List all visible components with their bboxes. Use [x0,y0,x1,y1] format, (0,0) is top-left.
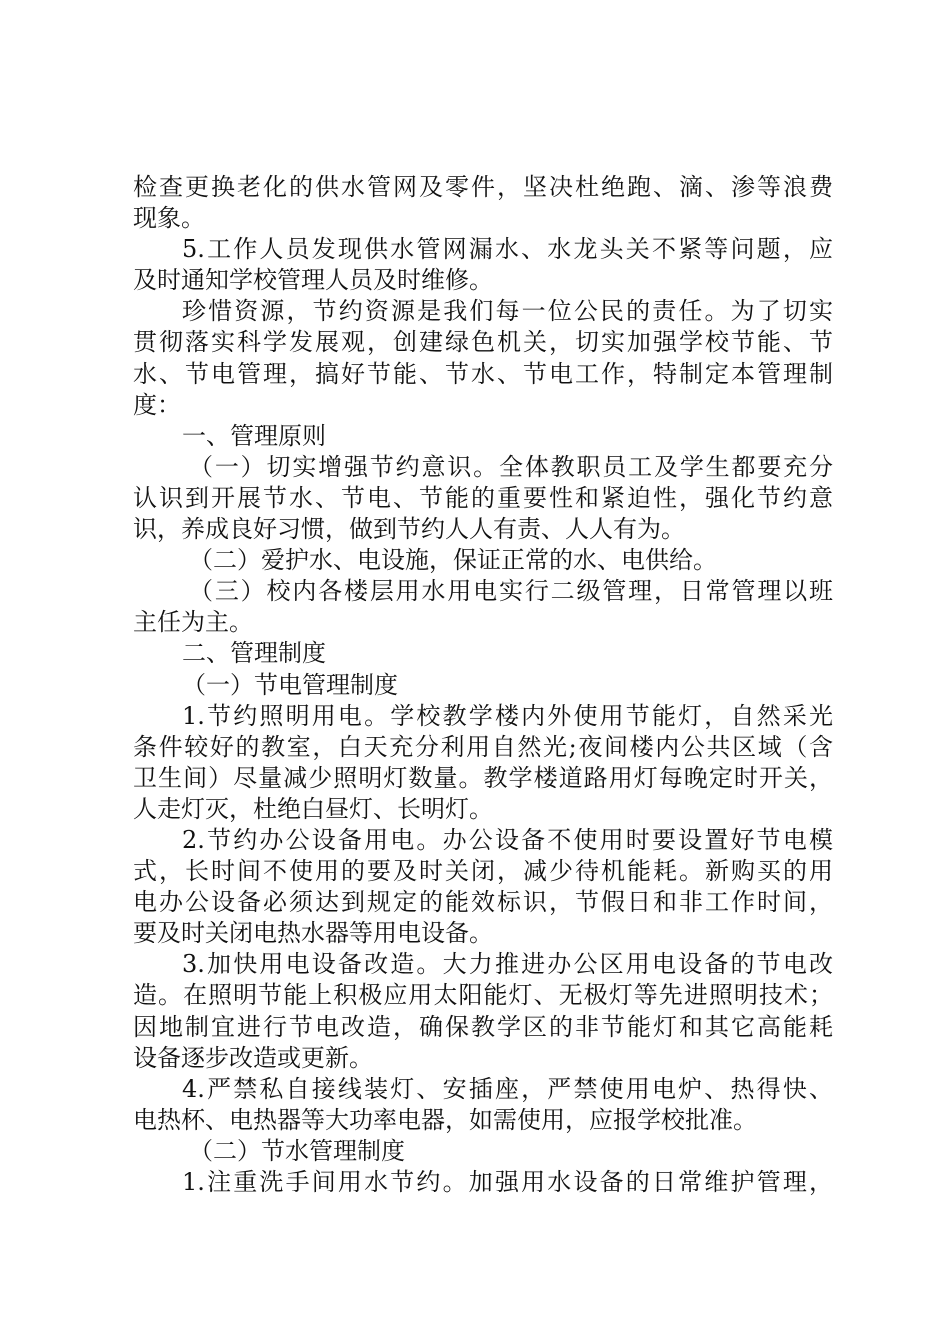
text-line: 珍惜资源，节约资源是我们每一位公民的责任。为了切实 [182,297,833,326]
text-line: 3.加快用电设备改造。大力推进办公区用电设备的节电改 [182,950,833,979]
text-line: 度： [133,390,181,419]
text-line: 主任为主。 [133,608,253,637]
text-line: 卫生间）尽量减少照明灯数量。教学楼道路用灯每晚定时开关， [133,763,833,792]
text-line: 电办公设备必须达到规定的能效标识，节假日和非工作时间， [133,888,833,917]
text-line: （一）切实增强节约意识。全体教职员工及学生都要充分 [189,452,833,481]
text-line: 1.注重洗手间用水节约。加强用水设备的日常维护管理， [182,1168,833,1196]
text-line: 5.工作人员发现供水管网漏水、水龙头关不紧等问题，应 [182,235,833,264]
text-line: 式，长时间不使用的要及时关闭，减少待机能耗。新购买的用 [133,857,833,886]
text-line: 检查更换老化的供水管网及零件，坚决杜绝跑、滴、渗等浪费 [133,173,833,201]
subsection-heading: （一）节电管理制度 [182,670,398,699]
text-line: 1.节约照明用电。学校教学楼内外使用节能灯，自然采光 [182,701,833,730]
text-line: 电热杯、电热器等大功率电器，如需使用，应报学校批准。 [133,1105,757,1134]
text-line: 设备逐步改造或更新。 [133,1043,373,1072]
text-line: 造。在照明节能上积极应用太阳能灯、无极灯等先进照明技术； [133,981,833,1010]
text-line: 现象。 [133,204,205,233]
subsection-heading: （二）节水管理制度 [189,1136,405,1165]
text-line: 2.节约办公设备用电。办公设备不使用时要设置好节电模 [182,825,833,854]
text-line: 条件较好的教室，白天充分利用自然光;夜间楼内公共区域（含 [133,732,833,761]
text-line: 贯彻落实科学发展观，创建绿色机关，切实加强学校节能、节 [133,328,833,357]
text-line: 水、节电管理，搞好节能、节水、节电工作，特制定本管理制 [133,359,833,388]
text-line: 因地制宜进行节电改造，确保教学区的非节能灯和其它高能耗 [133,1012,833,1041]
text-line: （二）爱护水、电设施，保证正常的水、电供给。 [189,546,717,575]
text-line: （三）校内各楼层用水用电实行二级管理，日常管理以班 [189,577,833,606]
text-line: 人走灯灭，杜绝白昼灯、长明灯。 [133,794,493,823]
text-line: 及时通知学校管理人员及时维修。 [133,266,493,295]
section-heading: 一、管理原则 [182,421,326,450]
text-line: 要及时关闭电热水器等用电设备。 [133,919,493,948]
text-line: 识，养成良好习惯，做到节约人人有责、人人有为。 [133,515,685,544]
section-heading: 二、管理制度 [182,639,326,668]
document-body [133,172,833,1198]
text-line: 4.严禁私自接线装灯、安插座，严禁使用电炉、热得快、 [182,1074,833,1103]
text-line: 认识到开展节水、节电、节能的重要性和紧迫性，强化节约意 [133,483,833,512]
